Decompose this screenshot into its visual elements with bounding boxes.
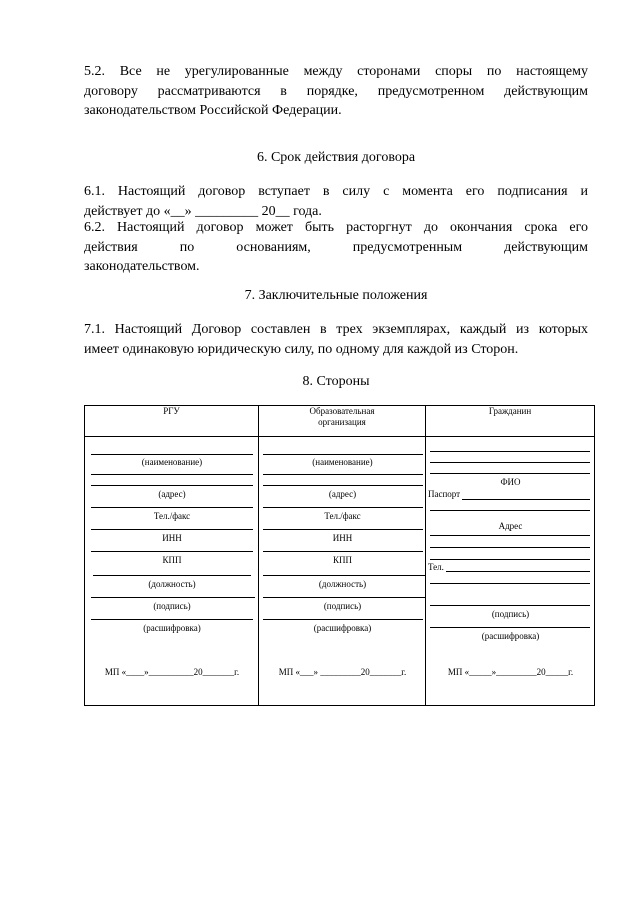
section-6-title: 6. Срок действия договора [256,150,416,165]
paragraph-line: имеет одинаковую юридическую силу, по одному для каждой из Сторон. [84,341,519,357]
col-rgu [85,437,259,706]
paragraph-line: 7.1. Настоящий Договор составлен в трех экземплярах, каждый из которых [84,322,588,337]
blank-line [263,597,425,598]
blank-line [430,627,590,628]
blank-line [430,473,590,474]
label-decoding: (расшифровка) [143,623,201,633]
stamp-date: МП «____»__________20_______г. [104,667,240,677]
label-phone: Тел./факс [324,511,361,521]
label-address: (адрес) [158,489,186,499]
blank-line [430,535,590,536]
label-name: (наименование) [141,457,203,467]
blank-line [263,551,423,552]
col-org [259,437,426,706]
blank-line [91,474,253,475]
blank-line [430,547,590,548]
blank-line [91,485,253,486]
section-8-title: 8. Стороны [302,374,370,389]
blank-line [263,507,423,508]
stamp-date: МП «_____»_________20_____г. [447,667,574,677]
col-org-header-line: организация [318,417,366,427]
blank-line [263,474,423,475]
paragraph-6-1 [84,182,588,221]
paragraph-7-1 [84,320,588,359]
section-7-title: 7. Заключительные положения [244,288,428,303]
label-fio: ФИО [500,477,521,487]
paragraph-line: 6.1. Настоящий договор вступает в силу с момента его подписания и [84,184,588,199]
blank-line [263,529,423,530]
blank-line [430,605,590,606]
label-phone: Тел./факс [153,511,191,521]
parties-table [84,405,595,706]
paragraph-line: законодательством Российской Федерации. [84,103,342,118]
blank-line [462,499,590,500]
label-signature: (подпись) [153,601,191,611]
paragraph-5-2 [84,62,588,121]
parties-body-row [85,437,595,706]
paragraph-line: 5.2. Все не урегулированные между сторонами споры по настоящему [84,64,588,79]
col-citizen-header: Гражданин [426,406,595,437]
blank-line [91,551,253,552]
label-inn: ИНН [332,533,353,543]
blank-line [263,619,423,620]
blank-line [91,454,253,455]
label-address: Адрес [498,521,523,531]
blank-line [446,571,590,572]
label-phone: Тел. [428,562,444,572]
stamp-date: МП «___» _________20_______г. [278,667,407,677]
blank-line [430,510,590,511]
label-decoding: (расшифровка) [313,623,372,633]
blank-line [430,583,590,584]
blank-line [430,451,590,452]
paragraph-line: законодательством. [84,259,200,274]
paragraph-line: 6.2. Настоящий договор может быть расторгнут до окончания срока его [84,220,588,235]
blank-line [91,597,255,598]
parties-header-row [85,406,595,437]
label-signature: (подпись) [491,609,530,619]
blank-line [263,575,425,576]
label-inn: ИНН [162,533,182,543]
col-rgu-header: РГУ [85,406,259,437]
blank-line [91,619,253,620]
blank-line [430,559,590,560]
blank-line [93,575,251,576]
paragraph-6-2 [84,218,588,277]
label-position: (должность) [148,579,196,589]
blank-line [430,462,590,463]
paragraph-line: договору рассматриваются в порядке, предусмотренном действующим [84,83,588,99]
col-org-header-line: Образовательная [309,406,375,416]
blank-line [263,485,423,486]
label-address: (адрес) [328,489,357,499]
col-org-header [259,406,426,437]
paragraph-line: действует до «__» _________ 20__ года. [84,203,322,219]
label-position: (должность) [318,579,367,589]
blank-line [91,507,253,508]
label-kpp: КПП [162,555,182,565]
col-citizen [426,437,595,706]
label-name: (наименование) [312,457,373,467]
label-kpp: КПП [332,555,352,565]
label-decoding: (расшифровка) [481,631,540,641]
label-passport: Паспорт [428,489,461,499]
paragraph-line: действия по основаниям, предусмотренным действующим [84,239,588,255]
label-signature: (подпись) [323,601,362,611]
blank-line [91,529,253,530]
blank-line [263,454,423,455]
